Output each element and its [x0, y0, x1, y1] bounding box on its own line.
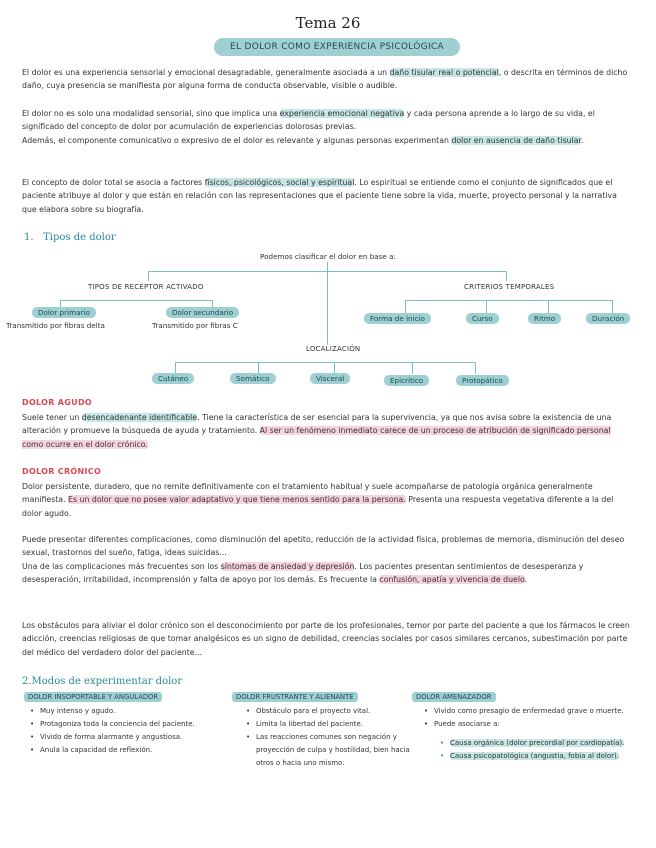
col-frustrante-heading: DOLOR FRUSTRANTE Y ALIENANTE	[232, 692, 358, 702]
dolor-cronico-text-2: Puede presentar diferentes complicaciones, como disminución del apetito, reducción de la actividad física, problemas de memoria, disminución del deseo sexual, trastornos del sueño, fatiga, ideas suicidas... Una de las complicaciones más frecuentes son los síntomas de ansiedad y depresión. Los pacientes presentan sentimientos de desesperanza y desesperación, irritabilidad, incomprensión y falta de apoyo por los demás. Es frecuente la confusión, apatía y vivencia de duelo.	[22, 535, 625, 585]
col-insoportable-list	[30, 705, 230, 757]
tag-forma-de-inicio: Forma de inicio	[364, 313, 431, 324]
list-item: • Obstáculo para el proyecto vital.	[256, 705, 414, 718]
tag-protopatico: Protopático	[456, 375, 509, 386]
diagram-right-stem	[506, 271, 507, 281]
loc-branch-4	[412, 362, 413, 374]
dolor-cronico-obstaculos: Los obstáculos para aliviar el dolor crónico son el desconocimiento por parte de los profesionales, temor por parte del paciente a que los fármacos le creen adicción, creencias religiosas de que tomar analgésicos es un signo de debilidad, creencias sociales por casos similares cercanos, subestimación por parte del médico del verdadero dolor del paciente...	[22, 621, 630, 657]
dolor-cronico-text-1: Dolor persistente, duradero, que no remite definitivamente con el tratamiento habitual y suele acompañarse de patología orgánica generalmente manifiesta. Es un dolor que no posee valor adaptativo y que tiene menos sentido para la persona. Presenta una respuesta vegetativa diferente a la del dolor agudo.	[22, 482, 614, 518]
diagram-center-line	[327, 262, 328, 345]
temporal-branch-line	[405, 300, 612, 301]
col-amenazador-heading: DOLOR AMENAZADOR	[412, 692, 496, 702]
temporal-branch-4	[612, 300, 613, 313]
tag-epicritico: Epicrítico	[384, 375, 429, 386]
list-item: • Limita la libertad del paciente.	[256, 718, 414, 731]
receptor-label: TIPOS DE RECEPTOR ACTIVADO	[88, 283, 204, 291]
loc-branch-5	[475, 362, 476, 374]
list-item: • Protagoniza toda la conciencia del paciente.	[40, 718, 230, 731]
dolor-agudo-heading: DOLOR AGUDO	[22, 398, 92, 407]
note-fibras-delta: Transmitido por fibras delta	[6, 321, 105, 330]
localizacion-branch-line	[175, 362, 475, 363]
list-item: • Causa psicopatológica (angustia, fobia al dolor).	[450, 750, 656, 763]
temporal-branch-1	[405, 300, 406, 313]
page-title: Tema 26	[295, 14, 361, 32]
col-amenazador-list	[424, 705, 656, 731]
dolor-agudo-text: Suele tener un desencadenante identificable. Tiene la característica de ser esencial para la supervivencia, ya que nos avisa sobre la existencia de una alteración y promueve la búsqueda de ayuda y tratamiento. Al ser un fenómeno inmediato carece de un proceso de atribución de significado personal como ocurre en el dolor crónico.	[22, 413, 612, 449]
intro-paragraph-2: El dolor no es solo una modalidad sensorial, sino que implica una experiencia emocional negativa y cada persona aprende a lo largo de su vida, el significado del concepto de dolor por acumulación de experiencias dolorosas previas. Además, el componente comunicativo o expresivo de el dolor es relevante y algunas personas experimentan dolor en ausencia de daño tisular.	[22, 109, 595, 145]
receptor-branch-line	[60, 300, 212, 301]
localizacion-label: LOCALIZACIÓN	[306, 345, 361, 353]
dolor-cronico-heading: DOLOR CRÓNICO	[22, 467, 102, 476]
list-item: • Muy intenso y agudo.	[40, 705, 230, 718]
temporal-branch-3	[548, 300, 549, 313]
list-item: • Las reacciones comunes son negación y proyección de culpa y hostilidad, bien hacia otros o hacia uno mismo.	[256, 731, 414, 770]
col-insoportable-heading: DOLOR INSOPORTABLE Y ANGULADOR	[24, 692, 162, 702]
list-item: • Puede asociarse a:	[434, 718, 656, 731]
list-item: • Causa orgánica (dolor precordial por cardiopatía).	[450, 737, 656, 750]
diagram-left-stem	[148, 271, 149, 281]
intro-paragraph-1: El dolor es una experiencia sensorial y emocional desagradable, generalmente asociada a un daño tisular real o potencial, o descrita en términos de dicho daño, cuya presencia se manifiesta por alguna forma de conducta observable, visible o audible.	[22, 68, 628, 91]
tag-cutaneo: Cutáneo	[152, 373, 194, 384]
temporal-branch-2	[486, 300, 487, 313]
tag-duracion: Duración	[586, 313, 630, 324]
tag-visceral: Visceral	[310, 373, 350, 384]
note-fibras-c: Transmitido por fibras C	[152, 321, 238, 330]
classification-lead: Podemos clasificar el dolor en base a:	[260, 252, 396, 261]
tag-curso: Curso	[466, 313, 499, 324]
tag-ritmo: Ritmo	[528, 313, 561, 324]
intro-paragraph-3: El concepto de dolor total se asocia a factores físicos, psicológicos, social y espiritual. Lo espiritual se entiende como el conjunto de significados que el paciente atribuye al dolor y que están en relación con las representaciones que el paciente tiene sobre la vida, muerte, proyecto personal y la narrativa que elabora sobre su biografía.	[22, 178, 617, 214]
list-item: • Vivido de forma alarmante y angustiosa.	[40, 731, 230, 744]
temporal-label: CRITERIOS TEMPORALES	[464, 283, 555, 291]
col-amenazador-sublist	[440, 737, 656, 763]
tag-somatico: Somático	[230, 373, 276, 384]
page-subtitle: EL DOLOR COMO EXPERIENCIA PSICOLÓGICA	[214, 38, 460, 56]
section-1-heading: 1. Tipos de dolor	[24, 232, 116, 243]
tag-dolor-secundario: Dolor secundario	[166, 307, 239, 318]
tag-dolor-primario: Dolor primario	[32, 307, 96, 318]
list-item: • Vivido como presagio de enfermedad grave o muerte.	[434, 705, 656, 718]
list-item: • Anula la capacidad de reflexión.	[40, 744, 230, 757]
col-frustrante-list	[246, 705, 414, 770]
section-2-heading: 2.Modos de experimentar dolor	[22, 676, 183, 687]
